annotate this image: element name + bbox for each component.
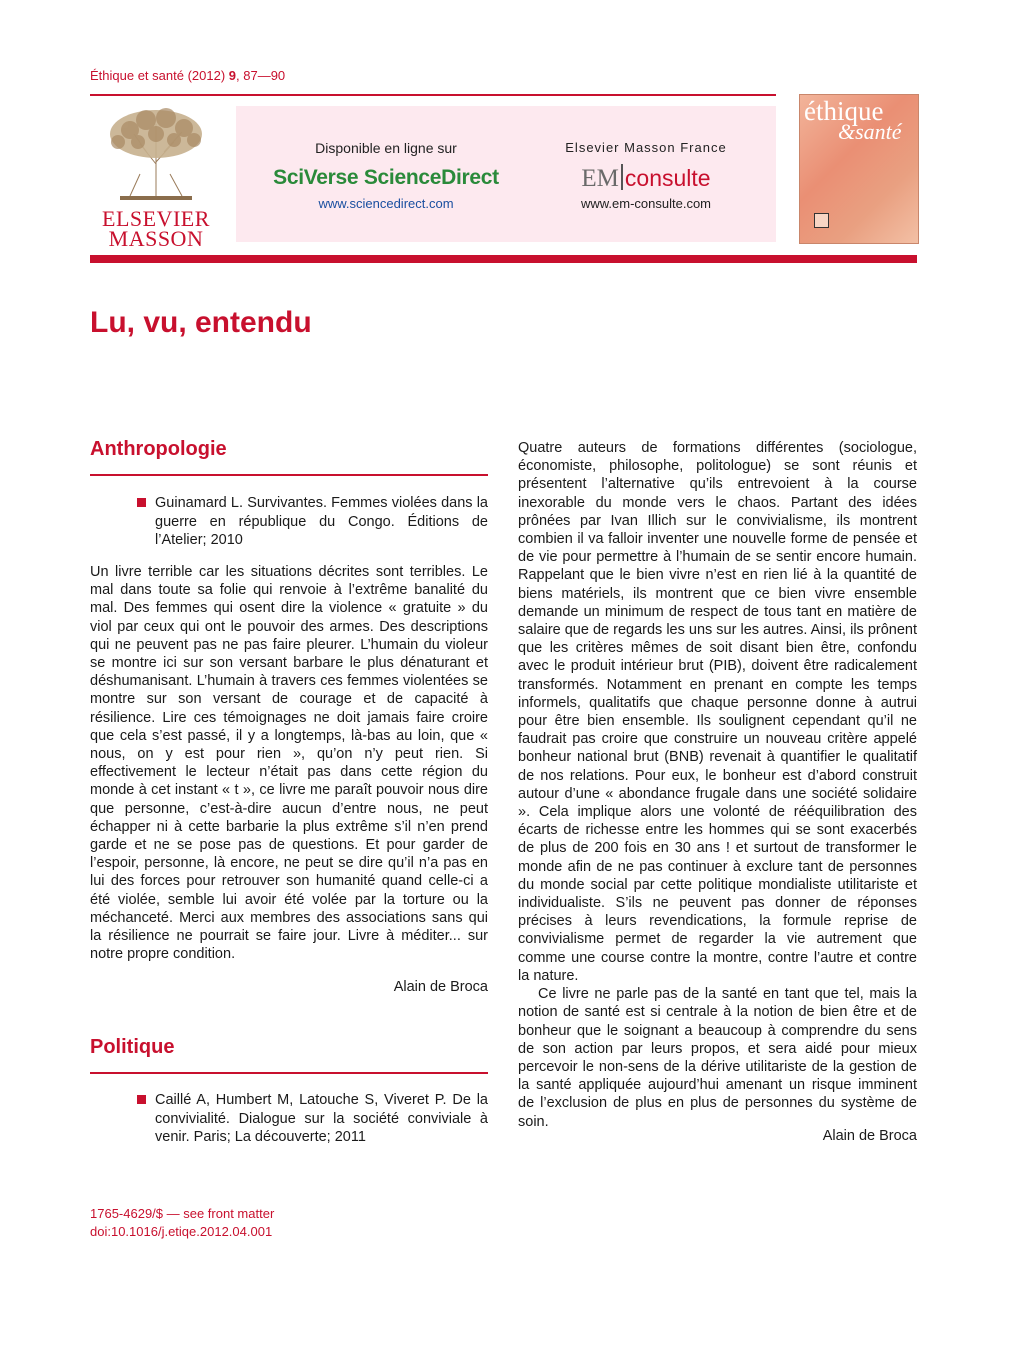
review-paragraph: Ce livre ne parle pas de la santé en tant que tel, mais la notion de santé est si centrale à la notion de bien être et de bonheur que le soignant a beaucoup à comprendre du sens de son action par leurs propos, et sera aidé pour mieux percevoir le non-sens de la dérive utilitariste de la gestion de la santé appliquée aujourd’hui amenant un risque imminent de l’exclusion de plus en plus de personnes du système de soin. — [518, 986, 917, 1130]
journal-volume: 9 — [228, 68, 237, 83]
doi-label: doi: — [90, 1224, 111, 1239]
review-body — [518, 439, 917, 1131]
publisher-name-line-1: ELSEVIER — [102, 206, 210, 231]
bullet-square-icon — [137, 498, 146, 507]
reference-entry — [155, 494, 488, 550]
section-heading-politique: Politique — [90, 1036, 175, 1058]
journal-citation — [90, 68, 285, 83]
journal-pages: , 87—90 — [236, 68, 286, 83]
issn-line: 1765-4629/$ — see front matter — [90, 1206, 275, 1221]
consulte-logo-text: consulte — [624, 165, 711, 191]
journal-cover — [799, 94, 919, 244]
em-consulte-logo — [536, 164, 756, 193]
review-paragraph: Un livre terrible car les situations décrites sont terribles. Le mal dans toute sa folie qui renvoie à l’extrême banalité du mal. Des femmes qui osent dire la violence « gratuite » du viol par ceux qui ont le pouvoir des armes. Des descriptions qui ne peuvent pas ne pas faire pleurer. L’humain du violeur se montre ici sur son versant barbare le plus dénaturant et déshumanisant. L’humain à travers ces femmes violentées se montre sur son versant de courage et de capacité à résilience. Lire ces témoignages ne doit jamais faire croire que cela s’est passé, il y a longtemps, là-bas au loin, que « nous, on y est pour rien », qu’on n’y peut rien. Si effectivement le lecteur n’était pas dans cette région du monde à cet instant « t », ce livre me paraît pouvoir nous dire que personne, c’est-à-dire aucun d’entre nous, ne peut échapper ni à cette barbarie la plus extrême s’il n’en prend garde et ne se pose pas de questions. Et pour garder de l’espoir, personne, là encore, ne peut se dire qu’il n’a pas en lui des forces pour retrouver son humanité quand celle-ci a été violée, semble lui avoir été volée par la torture ou la méchanceté. Merci aux membres des associations sans qui la résilience ne pourrait se faire jour. Livre à méditer... sur notre propre condition. — [90, 564, 488, 963]
reference-text: Caillé A, Humbert M, Latouche S, Viveret P. De la convivialité. Dialogue sur la société conviviale à venir. Paris; La découverte; 2011 — [155, 1092, 488, 1145]
em-logo-text: EM — [581, 165, 619, 192]
section-heading-anthropologie: Anthropologie — [90, 438, 227, 460]
sciencedirect-caption: Disponible en ligne sur — [315, 140, 457, 156]
bullet-square-icon — [137, 1095, 146, 1104]
em-logo-divider — [621, 164, 623, 190]
review-author: Alain de Broca — [822, 1128, 917, 1144]
reference-text: Guinamard L. Survivantes. Femmes violées dans la guerre en république du Congo. Éditions de l’Atelier; 2010 — [155, 495, 488, 548]
section-rule — [90, 474, 488, 476]
header-bar — [90, 255, 917, 263]
em-consulte-caption: Elsevier Masson France — [565, 140, 727, 155]
publisher-logo — [90, 104, 222, 251]
doi-link[interactable]: 10.1016/j.etiqe.2012.04.001 — [110, 1224, 273, 1239]
review-paragraph: Quatre auteurs de formations différentes (sociologue, économiste, philosophe, politologue) se sont réunis et présentent l’alternative qu’ils entrevoient à la course inexorable du monde vers le chaos. Partant des idées prônées par Ivan Illich sur le convivialisme, ils montrent combien il va falloir inventer une nouvelle forme de pensée et de vie pour permettre à l’humain de se sentir encore humain. Rappelant que le bien vivre n’est en rien lié à la quantité de biens matériels, ils montrent que ce bien vivre ensemble demande un minimum de respect de tous tant en matière de salaire que de regards les uns sur les autres. Ainsi, ils prônent que les critères mêmes de soit disant bien être, confondu avec le produit intérieur brut (PIB), doivent être radicalement transformés. Notamment en prenant en compte les temps informels, qualitatifs que chaque personne donne à autrui pour être bien ensemble. Ils soulignent cependant qu’il ne faudrait pas croire que construire un nouveau critère appelé bonheur national brut (BNB) revenait à quantifier le qualitatif de nos relations. Pour eux, le bonheur est d’abord construit autour d’une « abondance frugale dans une société solidaire ». Cela implique alors une volonté de rééquilibration des écarts de richesse entre les hommes qui se sont exacerbés de plus de 200 fois en 30 ans ! et surtout de transformer le monde afin de ne pas continuer à exclure tant de personnes du monde social par cette politique mondialiste utilitariste et individualiste. S’ils ne peuvent pas donner de réponses précises à leurs revendications, la formule reprise de convivialisme permet de regarder la vie autrement que comme une course contre la montre, contre l’autre et contre la nature. — [518, 440, 917, 984]
elsevier-tree-icon — [90, 104, 222, 204]
sciverse-sciencedirect-logo: SciVerse ScienceDirect — [273, 166, 499, 189]
review-body — [90, 563, 488, 963]
sciencedirect-link[interactable]: www.sciencedirect.com — [318, 196, 454, 211]
cover-title-sante: &santé — [838, 119, 902, 144]
availability-banner — [236, 106, 776, 242]
cover-publisher-icon — [814, 213, 829, 228]
em-consulte-link[interactable]: www.em-consulte.com — [580, 196, 712, 211]
top-divider — [90, 94, 776, 96]
article-title: Lu, vu, entendu — [90, 306, 312, 339]
journal-name: Éthique et santé (2012) — [90, 68, 226, 83]
review-author: Alain de Broca — [393, 979, 488, 995]
doi-line — [90, 1224, 272, 1239]
publisher-name-line-2: MASSON — [108, 226, 204, 251]
section-rule — [90, 1072, 488, 1074]
reference-entry — [155, 1091, 488, 1147]
cover-title-ethique: éthique — [804, 96, 884, 126]
